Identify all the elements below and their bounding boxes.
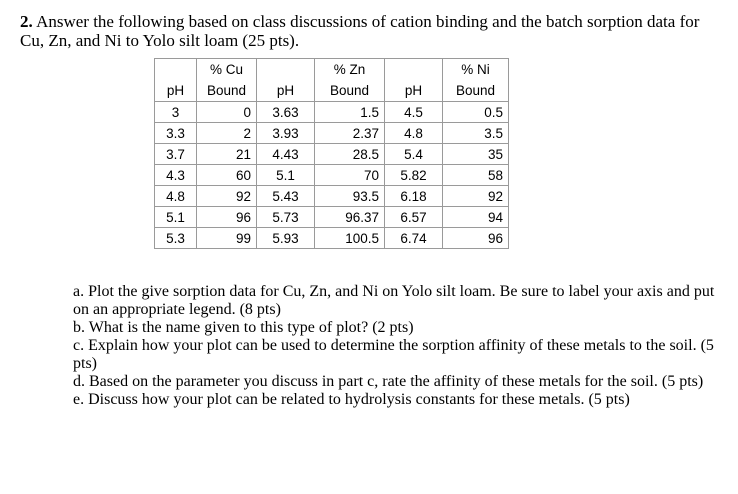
table-row	[155, 144, 509, 165]
table-cell: 5.43	[257, 186, 315, 207]
table-cell: 0	[197, 102, 257, 123]
table-cell: 5.82	[385, 165, 443, 186]
table-row	[155, 165, 509, 186]
question-text: Answer the following based on class discussions of cation binding and the batch sorption data for Cu, Zn, and Ni to Yolo silt loam (25 pts).	[20, 12, 700, 50]
table-cell: 5.93	[257, 228, 315, 249]
table-cell: 5.1	[257, 165, 315, 186]
table-header-cell: % Zn	[315, 59, 385, 80]
table-header-cell: pH	[155, 80, 197, 102]
part-c: c. Explain how your plot can be used to determine the sorption affinity of these metals to the soil. (5 pts)	[73, 337, 714, 372]
table-header-cell	[257, 59, 315, 80]
table-cell: 4.8	[385, 123, 443, 144]
part-a: a. Plot the give sorption data for Cu, Zn, and Ni on Yolo silt loam. Be sure to label your axis and put on an appropriate legend. (8 pts)	[73, 283, 715, 318]
table-cell: 0.5	[443, 102, 509, 123]
table-cell: 96.37	[315, 207, 385, 228]
table-header-cell: pH	[385, 80, 443, 102]
table-header-cell: % Ni	[443, 59, 509, 80]
table-cell: 4.5	[385, 102, 443, 123]
table-header-cell: % Cu	[197, 59, 257, 80]
table-cell: 3.3	[155, 123, 197, 144]
table-row	[155, 228, 509, 249]
table-cell: 2.37	[315, 123, 385, 144]
table-header-cell: Bound	[315, 80, 385, 102]
table-cell: 3.5	[443, 123, 509, 144]
table-header-cell	[385, 59, 443, 80]
table-cell: 92	[443, 186, 509, 207]
table-cell: 4.3	[155, 165, 197, 186]
table-row	[155, 123, 509, 144]
table-header-cell: pH	[257, 80, 315, 102]
part-e: e. Discuss how your plot can be related to hydrolysis constants for these metals. (5 pts)	[73, 391, 630, 408]
table-header-cell: Bound	[443, 80, 509, 102]
table-cell: 5.1	[155, 207, 197, 228]
table-cell: 92	[197, 186, 257, 207]
table-row	[155, 207, 509, 228]
table-cell: 21	[197, 144, 257, 165]
table-cell: 60	[197, 165, 257, 186]
table-cell: 4.8	[155, 186, 197, 207]
question-parts	[73, 283, 723, 409]
table-row	[155, 102, 509, 123]
table-cell: 5.73	[257, 207, 315, 228]
table-cell: 99	[197, 228, 257, 249]
table-cell: 6.74	[385, 228, 443, 249]
table-cell: 35	[443, 144, 509, 165]
question-number: 2.	[20, 12, 33, 31]
table-cell: 6.57	[385, 207, 443, 228]
table-cell: 100.5	[315, 228, 385, 249]
table-cell: 5.3	[155, 228, 197, 249]
table-cell: 5.4	[385, 144, 443, 165]
table-row	[155, 186, 509, 207]
table-cell: 6.18	[385, 186, 443, 207]
table-cell: 96	[197, 207, 257, 228]
table-header-cell	[155, 59, 197, 80]
table-header-cell: Bound	[197, 80, 257, 102]
table-cell: 96	[443, 228, 509, 249]
table-header-row-bottom	[155, 80, 509, 102]
table-cell: 3	[155, 102, 197, 123]
sorption-data-table	[154, 58, 509, 249]
table-cell: 1.5	[315, 102, 385, 123]
table-cell: 4.43	[257, 144, 315, 165]
table-cell: 28.5	[315, 144, 385, 165]
question-prompt	[20, 12, 720, 50]
table-cell: 70	[315, 165, 385, 186]
part-d: d. Based on the parameter you discuss in part c, rate the affinity of these metals for the soil. (5 pts)	[73, 373, 704, 390]
table-cell: 58	[443, 165, 509, 186]
table-cell: 94	[443, 207, 509, 228]
table-cell: 3.7	[155, 144, 197, 165]
part-b: b. What is the name given to this type of plot? (2 pts)	[73, 319, 414, 336]
table-header-row-top	[155, 59, 509, 80]
table-cell: 3.93	[257, 123, 315, 144]
table-cell: 93.5	[315, 186, 385, 207]
table-cell: 2	[197, 123, 257, 144]
table-cell: 3.63	[257, 102, 315, 123]
